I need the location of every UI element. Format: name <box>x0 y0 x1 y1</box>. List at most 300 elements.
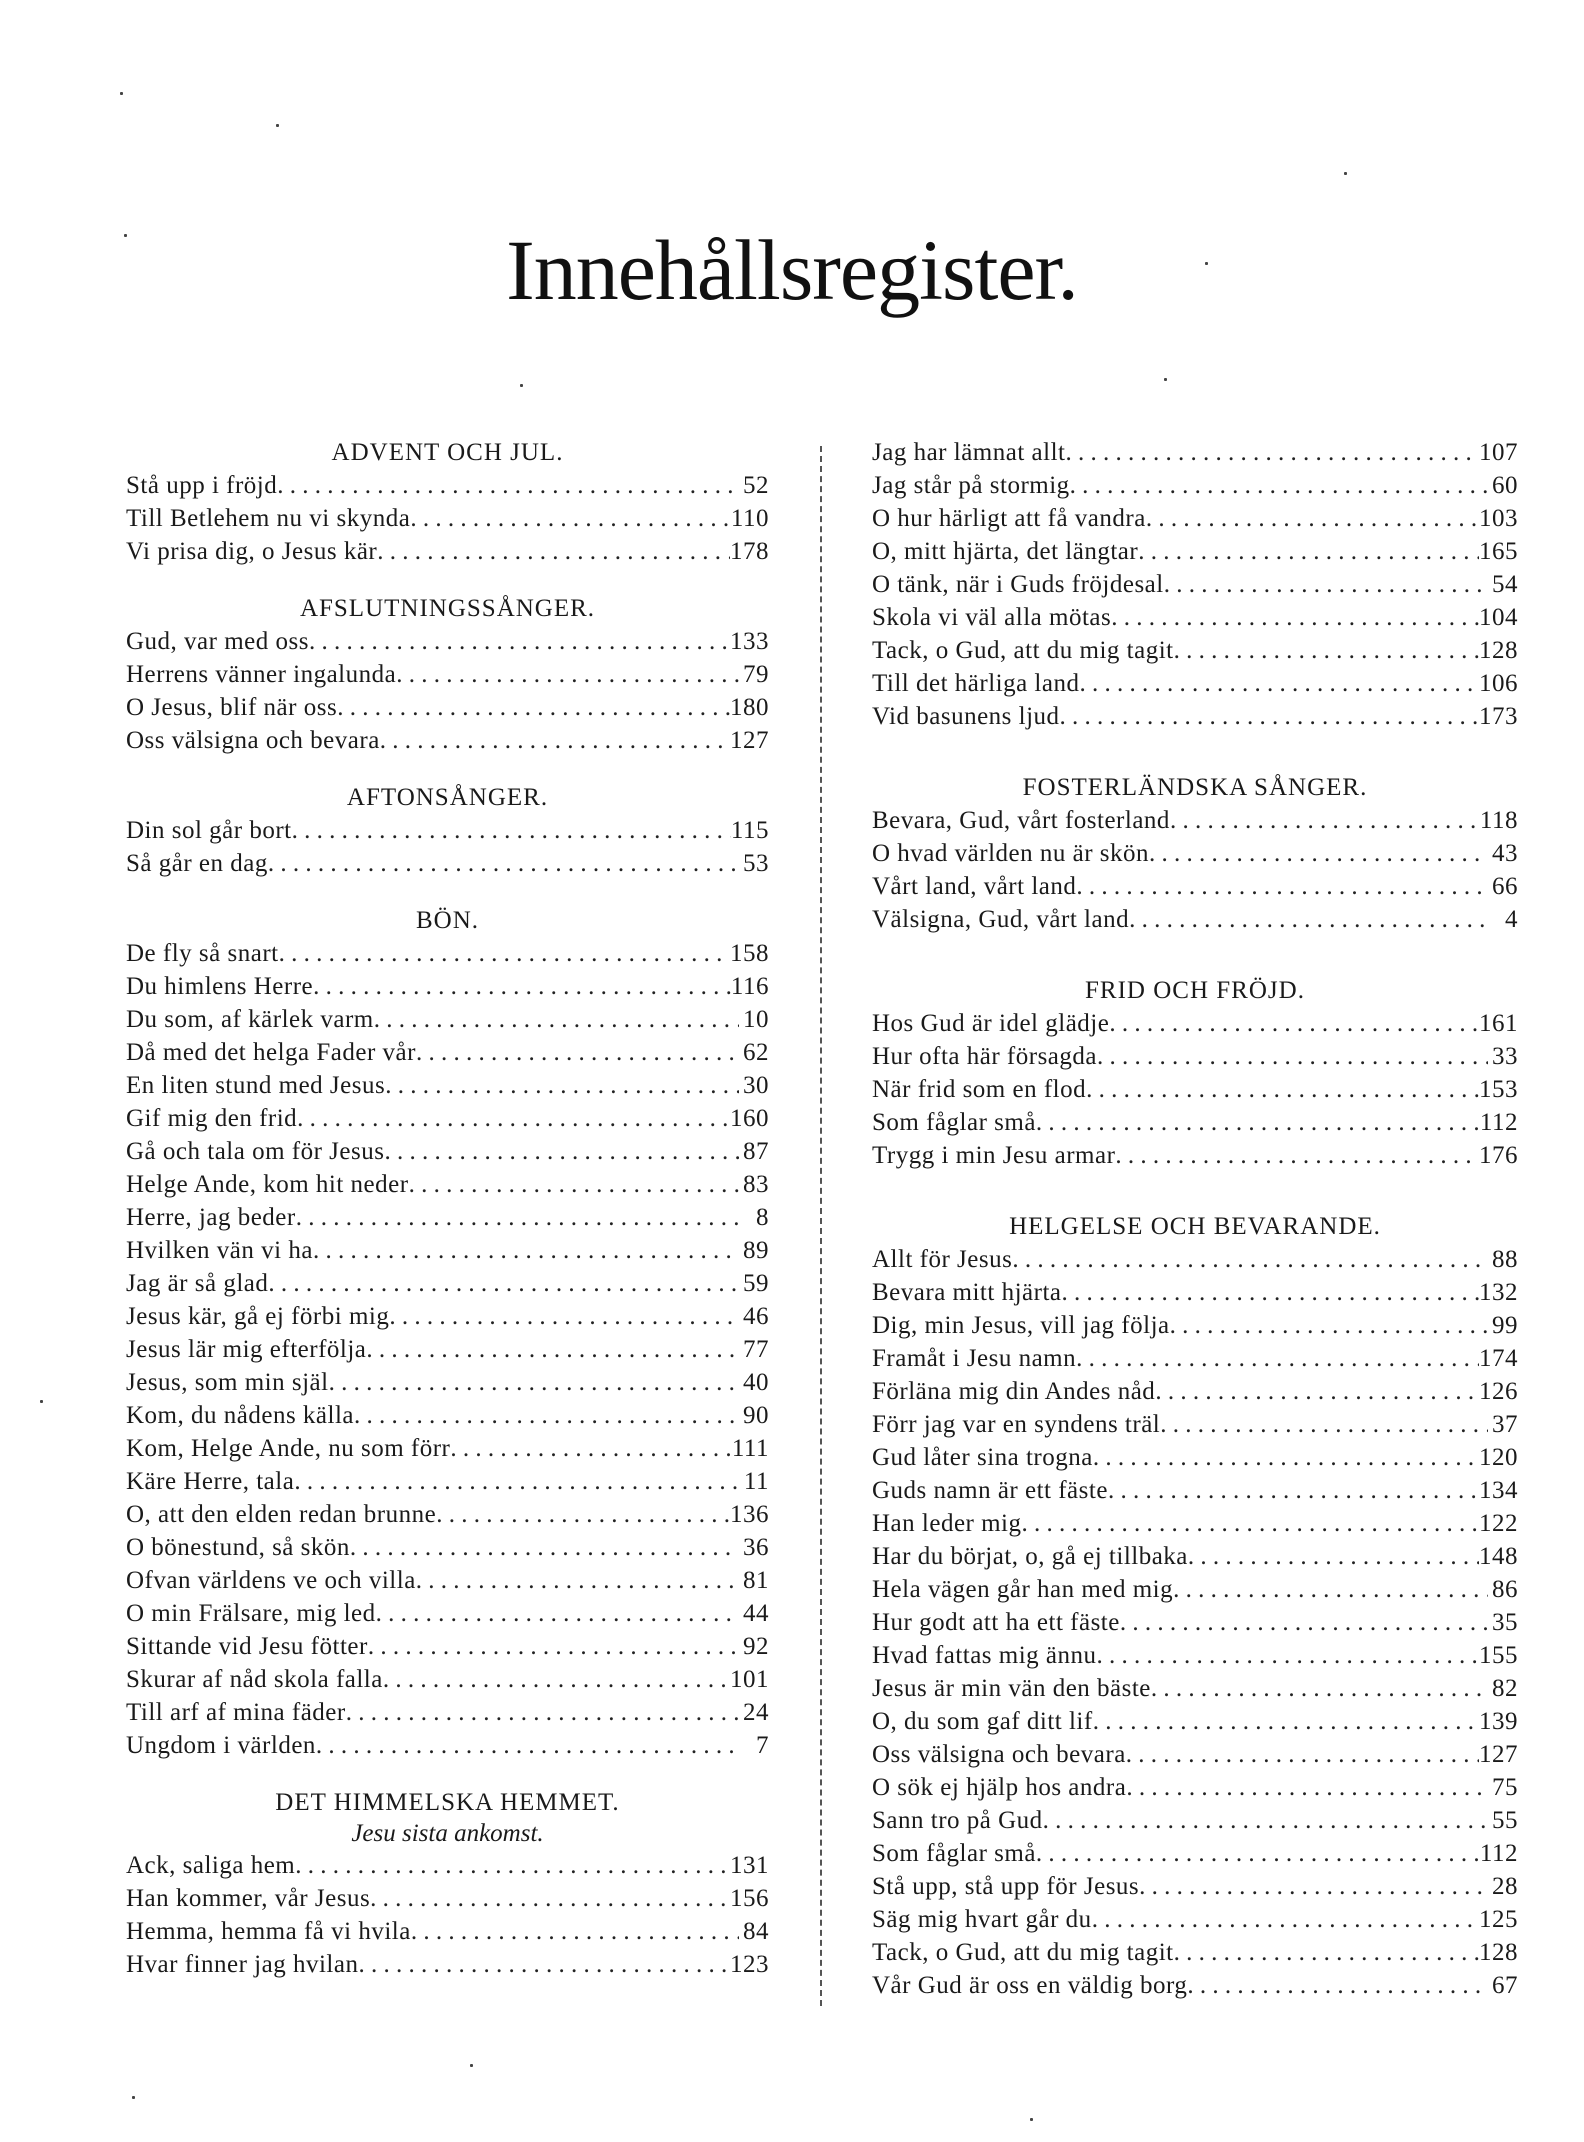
dot-leader <box>1146 502 1479 535</box>
entry-title: Ack, saliga hem <box>126 1852 296 1879</box>
index-entry <box>872 535 1518 568</box>
index-entry <box>872 837 1518 870</box>
entry-title: Förläna mig din Andes nåd <box>872 1378 1156 1405</box>
dot-leader <box>389 1300 739 1333</box>
index-entry <box>126 1267 769 1300</box>
dot-leader <box>1174 634 1479 667</box>
index-entry <box>872 1936 1518 1969</box>
entry-title: Skurar af nåd skola falla <box>126 1666 383 1693</box>
entry-title: Hela vägen går han med mig <box>872 1576 1174 1603</box>
index-entry <box>872 1738 1518 1771</box>
print-speck <box>120 92 123 95</box>
dot-leader <box>1097 1040 1488 1073</box>
index-entry <box>872 1837 1518 1870</box>
entry-title: Gud, var med oss <box>126 628 309 655</box>
entry-page-number: 44 <box>743 1600 769 1627</box>
index-entry <box>126 1597 769 1630</box>
dot-leader <box>1070 469 1488 502</box>
dot-leader <box>1149 837 1488 870</box>
dot-leader <box>1126 1771 1488 1804</box>
entry-title: Oss välsigna och bevara <box>126 727 380 754</box>
entry-title: Gå och tala om för Jesus <box>126 1138 385 1165</box>
entry-title: Hur ofta här försagda <box>872 1043 1097 1070</box>
index-entry <box>872 1276 1518 1309</box>
entry-page-number: 4 <box>1505 906 1518 933</box>
dot-leader <box>329 1366 739 1399</box>
index-entry <box>872 601 1518 634</box>
print-speck <box>1030 2118 1033 2121</box>
index-entry <box>872 502 1518 535</box>
entry-title: Tack, o Gud, att du mig tagit <box>872 637 1174 664</box>
entry-title: Bevara mitt hjärta <box>872 1279 1062 1306</box>
index-section <box>872 1172 1518 2002</box>
index-entry <box>126 1399 769 1432</box>
index-entry <box>872 1375 1518 1408</box>
right-column <box>872 436 1518 2002</box>
dot-leader <box>1111 601 1479 634</box>
index-entry <box>872 1540 1518 1573</box>
entry-page-number: 37 <box>1492 1411 1518 1438</box>
entry-page-number: 11 <box>743 1468 769 1495</box>
index-entry <box>872 1969 1518 2002</box>
index-entry <box>126 1696 769 1729</box>
dot-leader <box>1160 1408 1488 1441</box>
dot-leader <box>268 847 739 880</box>
entry-page-number: 86 <box>1492 1576 1518 1603</box>
dot-leader <box>1092 1903 1479 1936</box>
dot-leader <box>1151 1672 1488 1705</box>
left-column <box>126 436 769 1981</box>
index-entry <box>872 1474 1518 1507</box>
index-entry <box>872 667 1518 700</box>
entry-title: Allt för Jesus <box>872 1246 1013 1273</box>
page-title: Innehållsregister. <box>506 222 1078 318</box>
entry-title: Välsigna, Gud, vårt land <box>872 906 1130 933</box>
dot-leader <box>380 724 730 757</box>
entry-page-number: 173 <box>1479 703 1518 730</box>
index-entry <box>126 691 769 724</box>
entry-title: Käre Herre, tala <box>126 1468 295 1495</box>
entry-title: O tänk, när i Guds fröjdesal <box>872 571 1164 598</box>
index-entry <box>872 469 1518 502</box>
dot-leader <box>1139 1870 1488 1903</box>
index-entry <box>872 1804 1518 1837</box>
dot-leader <box>410 502 731 535</box>
entry-page-number: 89 <box>743 1237 769 1264</box>
dot-leader <box>313 970 731 1003</box>
entry-page-number: 88 <box>1492 1246 1518 1273</box>
index-entry <box>872 804 1518 837</box>
dot-leader <box>292 814 731 847</box>
entry-page-number: 8 <box>756 1204 769 1231</box>
entry-page-number: 128 <box>1479 637 1518 664</box>
index-entry <box>126 1069 769 1102</box>
index-entry <box>126 1333 769 1366</box>
index-entry <box>872 1903 1518 1936</box>
entry-title: Din sol går bort <box>126 817 292 844</box>
dot-leader <box>1126 1738 1479 1771</box>
entry-title: När frid som en flod <box>872 1076 1087 1103</box>
entry-page-number: 106 <box>1479 670 1518 697</box>
index-entry <box>872 436 1518 469</box>
entry-page-number: 53 <box>743 850 769 877</box>
index-entry <box>872 870 1518 903</box>
dot-leader <box>297 1102 730 1135</box>
index-entry <box>126 724 769 757</box>
entry-title: Vår Gud är oss en väldig borg <box>872 1972 1188 1999</box>
dot-leader <box>354 1399 739 1432</box>
dot-leader <box>294 1465 739 1498</box>
section-heading: FRID OCH FRÖJD. <box>1085 977 1305 1004</box>
dot-leader <box>268 1267 739 1300</box>
dot-leader <box>1022 1507 1479 1540</box>
index-entry <box>872 1606 1518 1639</box>
dot-leader <box>346 1696 739 1729</box>
section-heading: ADVENT OCH JUL. <box>331 439 564 466</box>
dot-leader <box>1115 1139 1479 1172</box>
dot-leader <box>1155 1375 1479 1408</box>
dot-leader <box>1188 1540 1479 1573</box>
index-entry <box>126 1102 769 1135</box>
entry-page-number: 54 <box>1492 571 1518 598</box>
index-entry <box>126 1036 769 1069</box>
index-entry <box>872 1309 1518 1342</box>
index-section <box>126 880 769 1762</box>
index-entry <box>126 1564 769 1597</box>
index-entry <box>872 1139 1518 1172</box>
entry-page-number: 35 <box>1492 1609 1518 1636</box>
entry-page-number: 90 <box>743 1402 769 1429</box>
dot-leader <box>296 1201 739 1234</box>
index-entry <box>126 502 769 535</box>
entry-title: Till arf af mina fäder <box>126 1699 346 1726</box>
entry-page-number: 127 <box>730 727 769 754</box>
entry-page-number: 107 <box>1479 439 1518 466</box>
dot-leader <box>1187 1969 1488 2002</box>
entry-page-number: 30 <box>743 1072 769 1099</box>
dot-leader <box>277 469 739 502</box>
entry-title: Oss välsigna och bevara <box>872 1741 1126 1768</box>
dot-leader <box>385 1069 739 1102</box>
entry-title: Till Betlehem nu vi skynda <box>126 505 411 532</box>
entry-title: Kom, du nådens källa <box>126 1402 355 1429</box>
section-heading: FOSTERLÄNDSKA SÅNGER. <box>1022 774 1368 801</box>
entry-page-number: 79 <box>743 661 769 688</box>
entry-title: Framåt i Jesu namn <box>872 1345 1077 1372</box>
index-entry <box>872 1705 1518 1738</box>
entry-page-number: 153 <box>1479 1076 1518 1103</box>
index-section <box>126 436 769 568</box>
entry-title: Jesus lär mig efterfölja <box>126 1336 367 1363</box>
index-entry <box>126 1201 769 1234</box>
entry-title: Jag är så glad <box>126 1270 269 1297</box>
index-entry <box>872 1639 1518 1672</box>
entry-page-number: 116 <box>730 973 769 1000</box>
entry-title: Gud låter sina trogna <box>872 1444 1093 1471</box>
index-entry <box>126 658 769 691</box>
entry-page-number: 111 <box>731 1435 769 1462</box>
section-heading: HELGELSE OCH BEVARANDE. <box>1009 1213 1381 1240</box>
index-entry <box>126 1849 769 1882</box>
index-entry <box>126 970 769 1003</box>
print-speck <box>124 234 127 237</box>
dot-leader <box>366 1333 739 1366</box>
entry-page-number: 67 <box>1492 1972 1518 1999</box>
dot-leader <box>1170 1309 1488 1342</box>
entry-page-number: 55 <box>1492 1807 1518 1834</box>
entry-title: Hur godt att ha ett fäste <box>872 1609 1120 1636</box>
index-entry <box>126 1729 769 1762</box>
entry-page-number: 136 <box>730 1501 769 1528</box>
index-section <box>126 568 769 757</box>
dot-leader <box>1120 1606 1488 1639</box>
dot-leader <box>358 1948 730 1981</box>
entry-page-number: 87 <box>743 1138 769 1165</box>
index-entry <box>872 568 1518 601</box>
print-speck <box>470 2064 473 2067</box>
dot-leader <box>1109 1007 1479 1040</box>
dot-leader <box>416 1564 739 1597</box>
dot-leader <box>1060 700 1479 733</box>
entry-page-number: 148 <box>1479 1543 1518 1570</box>
index-section <box>872 936 1518 1172</box>
dot-leader <box>309 625 730 658</box>
entry-page-number: 101 <box>730 1666 769 1693</box>
entry-page-number: 36 <box>743 1534 769 1561</box>
entry-page-number: 24 <box>743 1699 769 1726</box>
index-entry <box>126 625 769 658</box>
entry-page-number: 60 <box>1492 472 1518 499</box>
entry-title: Vårt land, vårt land <box>872 873 1077 900</box>
dot-leader <box>1138 535 1479 568</box>
entry-page-number: 176 <box>1479 1142 1518 1169</box>
entry-page-number: 133 <box>730 628 769 655</box>
index-entry <box>126 1882 769 1915</box>
index-entry <box>126 1531 769 1564</box>
index-entry <box>126 1915 769 1948</box>
entry-title: Hvilken vän vi ha <box>126 1237 313 1264</box>
entry-title: Bevara, Gud, vårt fosterland <box>872 807 1170 834</box>
entry-title: Dig, min Jesus, vill jag följa <box>872 1312 1170 1339</box>
entry-title: Ofvan världens ve och villa <box>126 1567 416 1594</box>
entry-title: Då med det helga Fader vår <box>126 1039 416 1066</box>
entry-title: Han kommer, vår Jesus <box>126 1885 371 1912</box>
dot-leader <box>1086 1073 1479 1106</box>
entry-page-number: 84 <box>743 1918 769 1945</box>
index-entry <box>872 1040 1518 1073</box>
entry-title: O hvad världen nu är skön <box>872 840 1150 867</box>
entry-page-number: 62 <box>743 1039 769 1066</box>
dot-leader <box>1097 1639 1479 1672</box>
entry-page-number: 178 <box>730 538 769 565</box>
entry-title: Herrens vänner ingalunda <box>126 661 397 688</box>
entry-title: Jesus kär, gå ej förbi mig <box>126 1303 390 1330</box>
entry-title: Hvar finner jag hvilan <box>126 1951 359 1978</box>
index-entry <box>872 1007 1518 1040</box>
entry-page-number: 81 <box>743 1567 769 1594</box>
index-entry <box>126 1498 769 1531</box>
entry-page-number: 180 <box>730 694 769 721</box>
entry-page-number: 52 <box>743 472 769 499</box>
entry-page-number: 46 <box>743 1303 769 1330</box>
index-entry <box>872 1441 1518 1474</box>
entry-page-number: 126 <box>1479 1378 1518 1405</box>
entry-page-number: 165 <box>1479 538 1518 565</box>
dot-leader <box>396 658 739 691</box>
column-divider <box>820 446 822 2006</box>
index-entry <box>872 1870 1518 1903</box>
dot-leader <box>1036 1106 1480 1139</box>
index-entry <box>872 1243 1518 1276</box>
entry-page-number: 127 <box>1479 1741 1518 1768</box>
entry-title: Hos Gud är idel glädje <box>872 1010 1110 1037</box>
dot-leader <box>1065 436 1479 469</box>
dot-leader <box>1164 568 1488 601</box>
section-subheading: Jesu sista ankomst. <box>351 1820 544 1847</box>
entry-title: Förr jag var en syndens träl <box>872 1411 1161 1438</box>
entry-title: Han leder mig <box>872 1510 1022 1537</box>
dot-leader <box>383 1663 730 1696</box>
dot-leader <box>1061 1276 1479 1309</box>
entry-page-number: 7 <box>756 1732 769 1759</box>
dot-leader <box>436 1498 730 1531</box>
dot-leader <box>337 691 730 724</box>
dot-leader <box>376 1597 739 1630</box>
dot-leader <box>1076 870 1488 903</box>
entry-title: Gif mig den frid <box>126 1105 298 1132</box>
dot-leader <box>370 1882 730 1915</box>
entry-title: Stå upp i fröjd <box>126 472 278 499</box>
entry-title: Sittande vid Jesu fötter <box>126 1633 368 1660</box>
entry-title: Kom, Helge Ande, nu som förr <box>126 1435 451 1462</box>
section-heading: BÖN. <box>415 907 480 934</box>
entry-title: Trygg i min Jesu armar <box>872 1142 1116 1169</box>
index-entry <box>872 700 1518 733</box>
entry-title: Herre, jag beder <box>126 1204 296 1231</box>
entry-title: Hemma, hemma få vi hvila <box>126 1918 411 1945</box>
entry-title: Så går en dag <box>126 850 268 877</box>
entry-page-number: 123 <box>730 1951 769 1978</box>
entry-title: O, mitt hjärta, det längtar <box>872 538 1139 565</box>
entry-title: Vid basunens ljud <box>872 703 1060 730</box>
index-entry <box>872 1342 1518 1375</box>
entry-page-number: 120 <box>1479 1444 1518 1471</box>
entry-title: O sök ej hjälp hos andra <box>872 1774 1127 1801</box>
entry-page-number: 77 <box>743 1336 769 1363</box>
entry-title: Jag står på stormig <box>872 472 1070 499</box>
entry-title: Säg mig hvart går du <box>872 1906 1092 1933</box>
entry-page-number: 10 <box>743 1006 769 1033</box>
index-entry <box>126 1630 769 1663</box>
entry-page-number: 43 <box>1492 840 1518 867</box>
entry-title: Guds namn är ett fäste <box>872 1477 1108 1504</box>
entry-page-number: 125 <box>1479 1906 1518 1933</box>
entry-title: O hur härligt att få vandra <box>872 505 1146 532</box>
entry-title: Hvad fattas mig ännu <box>872 1642 1097 1669</box>
entry-title: Helge Ande, kom hit neder <box>126 1171 409 1198</box>
entry-title: En liten stund med Jesus <box>126 1072 386 1099</box>
entry-title: Som fåglar små <box>872 1109 1036 1136</box>
dot-leader <box>1093 1705 1479 1738</box>
entry-page-number: 156 <box>730 1885 769 1912</box>
dot-leader <box>1174 1936 1479 1969</box>
entry-page-number: 75 <box>1492 1774 1518 1801</box>
print-speck <box>132 2096 135 2099</box>
entry-page-number: 118 <box>1479 807 1518 834</box>
index-entry <box>126 1168 769 1201</box>
dot-leader <box>313 1234 739 1267</box>
dot-leader <box>1129 903 1488 936</box>
dot-leader <box>416 1036 739 1069</box>
index-section <box>872 733 1518 936</box>
dot-leader <box>1093 1441 1479 1474</box>
entry-page-number: 174 <box>1479 1345 1518 1372</box>
entry-page-number: 112 <box>1479 1840 1518 1867</box>
dot-leader <box>1079 667 1479 700</box>
dot-leader <box>409 1168 739 1201</box>
print-speck <box>520 384 523 387</box>
index-entry <box>872 1106 1518 1139</box>
dot-leader <box>374 1003 739 1036</box>
index-entry <box>126 469 769 502</box>
entry-title: Du som, af kärlek varm <box>126 1006 374 1033</box>
entry-title: Sann tro på Gud <box>872 1807 1043 1834</box>
entry-page-number: 82 <box>1492 1675 1518 1702</box>
entry-title: Stå upp, stå upp för Jesus <box>872 1873 1140 1900</box>
index-entry <box>126 1135 769 1168</box>
dot-leader <box>279 937 730 970</box>
index-entry <box>126 937 769 970</box>
index-entry <box>872 1771 1518 1804</box>
print-speck <box>1205 262 1208 265</box>
dot-leader <box>295 1849 730 1882</box>
dot-leader <box>450 1432 731 1465</box>
dot-leader <box>316 1729 739 1762</box>
index-entry <box>872 1408 1518 1441</box>
entry-title: Jesus, som min själ <box>126 1369 329 1396</box>
dot-leader <box>1043 1804 1488 1837</box>
dot-leader <box>1012 1243 1488 1276</box>
dot-leader <box>384 1135 739 1168</box>
entry-page-number: 139 <box>1479 1708 1518 1735</box>
index-entry <box>872 634 1518 667</box>
dot-leader <box>377 535 730 568</box>
index-entry <box>126 1003 769 1036</box>
entry-title: Du himlens Herre <box>126 973 314 1000</box>
dot-leader <box>411 1915 739 1948</box>
entry-title: O bönestund, så skön <box>126 1534 350 1561</box>
dot-leader <box>1108 1474 1479 1507</box>
print-speck <box>1344 172 1347 175</box>
section-heading: AFTONSÅNGER. <box>346 784 549 811</box>
entry-page-number: 115 <box>730 817 769 844</box>
dot-leader <box>1076 1342 1479 1375</box>
index-entry <box>872 1573 1518 1606</box>
entry-title: Har du börjat, o, gå ej tillbaka <box>872 1543 1188 1570</box>
dot-leader <box>368 1630 739 1663</box>
entry-page-number: 122 <box>1479 1510 1518 1537</box>
entry-title: O min Frälsare, mig led <box>126 1600 376 1627</box>
entry-title: Jag har lämnat allt <box>872 439 1066 466</box>
entry-title: Vi prisa dig, o Jesus kär <box>126 538 378 565</box>
entry-page-number: 103 <box>1479 505 1518 532</box>
index-entry <box>126 1465 769 1498</box>
print-speck <box>276 124 279 127</box>
entry-title: Skola vi väl alla mötas <box>872 604 1112 631</box>
dot-leader <box>1170 804 1480 837</box>
section-heading: AFSLUTNINGSSÅNGER. <box>299 595 596 622</box>
entry-page-number: 134 <box>1479 1477 1518 1504</box>
